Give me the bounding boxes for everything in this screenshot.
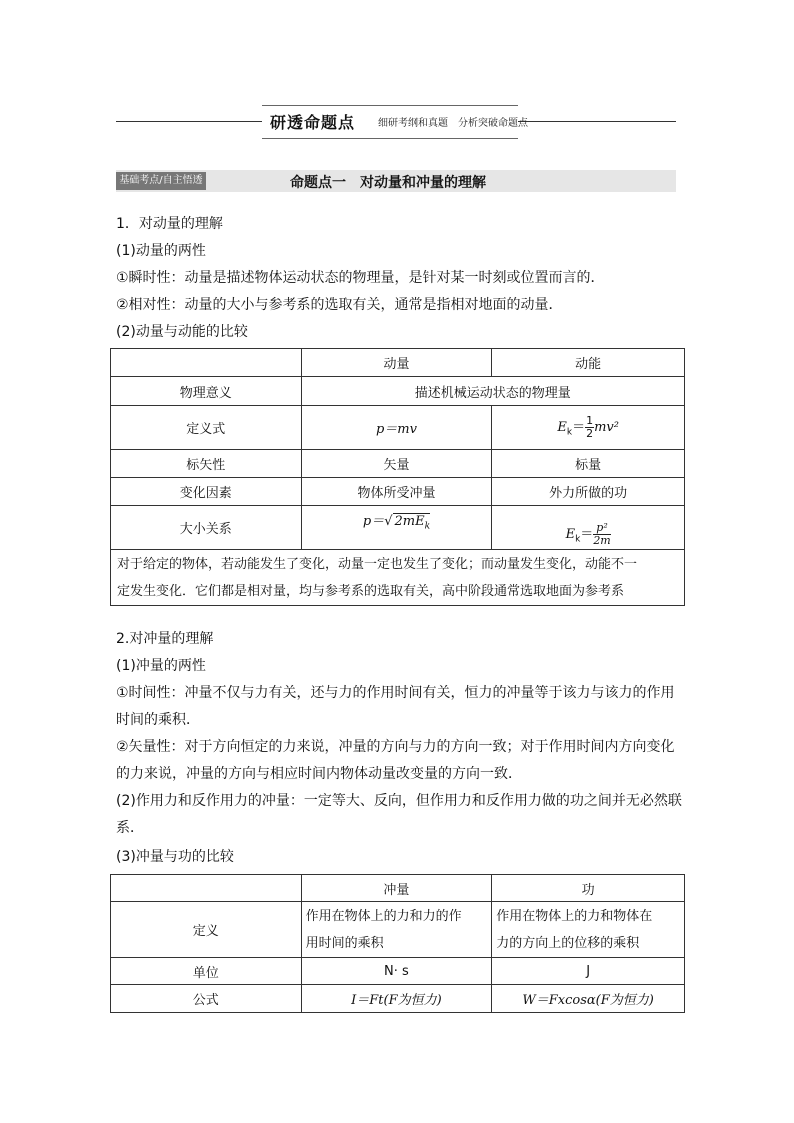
header-rule-left	[116, 121, 262, 122]
header-title: 研透命题点	[270, 113, 356, 132]
table2-formula-label: 公式	[111, 985, 302, 1013]
rel-ke-equals: ＝	[580, 527, 594, 542]
part1-p1: ①瞬时性：动量是描述物体运动状态的物理量，是针对某一时刻或位置而言的．	[116, 270, 605, 286]
table1-note-line2: 定发生变化．它们都是相对量，均与参考系的选取有关，高中阶段通常选取地面为参考系	[117, 583, 625, 599]
table1-note-line1: 对于给定的物体，若动能发生了变化，动量一定也发生了变化；而动量发生变化，动能不一	[117, 556, 638, 572]
part1-heading: 1．对动量的理解	[116, 216, 223, 232]
section-tag: 基础考点/自主悟透	[116, 172, 206, 190]
section-title: 命题点一 对动量和冲量的理解	[290, 175, 486, 191]
rel-ke-fraction	[593, 522, 610, 547]
table2-corner	[111, 875, 302, 902]
ke-symbol: E	[557, 420, 567, 435]
ke-rest: mv²	[594, 420, 619, 435]
table1-def-momentum: p＝mv	[301, 406, 492, 450]
table2-unit-impulse: N· s	[301, 958, 492, 985]
table1-meaning-label: 物理意义	[111, 377, 302, 406]
part2-heading: 2.对冲量的理解	[116, 631, 214, 647]
table2-def-impulse-line2: 用时间的乘积	[305, 935, 384, 951]
part2-p3a: (2)作用力和反作用力的冲量：一定等大、反向，但作用力和反作用力做的功之间并无必然联	[116, 793, 682, 809]
part2-p2b: 的力来说，冲量的方向与相应时间内物体动量改变量的方向一致．	[116, 766, 522, 782]
table2-def-work-line1: 作用在物体上的力和物体在	[496, 908, 653, 924]
table1-change-label: 变化因素	[111, 478, 302, 506]
part1-sub1: (1)动量的两性	[116, 243, 206, 259]
impulse-work-table	[110, 874, 685, 1013]
rel-p-root-text: 2mE	[394, 514, 425, 529]
table1-rel-label: 大小关系	[111, 506, 302, 550]
rel-ke-subscript: k	[575, 534, 581, 545]
table2-def-label: 定义	[111, 902, 302, 958]
ke-equals: ＝	[572, 420, 586, 435]
table1-meaning-value: 描述机械运动状态的物理量	[301, 377, 684, 406]
table1-vec-ke: 标量	[492, 450, 685, 478]
part1-p2: ②相对性：动量的大小与参考系的选取有关，通常是指相对地面的动量．	[116, 297, 563, 313]
sqrt-sign: √	[384, 514, 393, 529]
table1-col-ke: 动能	[492, 349, 685, 377]
part2-sub1: (1)冲量的两性	[116, 658, 206, 674]
ke-fraction-num: 1	[586, 414, 594, 427]
part2-p2a: ②矢量性：对于方向恒定的力来说，冲量的方向与力的方向一致；对于作用时间内方向变化	[116, 739, 675, 755]
ke-fraction	[585, 415, 594, 440]
table1-vec-label: 标矢性	[111, 450, 302, 478]
table2-def-work-line2: 力的方向上的位移的乘积	[496, 935, 640, 951]
part2-p1b: 时间的乘积．	[116, 712, 200, 728]
table1-corner	[111, 349, 302, 377]
table2-unit-work: J	[492, 958, 685, 985]
rel-p-prefix: p＝	[362, 514, 385, 529]
table2-formula-impulse: I＝Ft(F为恒力)	[301, 985, 492, 1013]
ke-fraction-den: 2	[586, 427, 594, 440]
table1-vec-momentum: 矢量	[301, 450, 492, 478]
rel-ke-num: p²	[593, 522, 610, 535]
header-rule-right	[518, 121, 676, 122]
table1-def-ke	[492, 406, 685, 450]
part1-sub2: (2)动量与动能的比较	[116, 324, 248, 340]
rel-p-root-sub: k	[424, 521, 431, 532]
table1-def-label: 定义式	[111, 406, 302, 450]
part2-sub3: (3)冲量与功的比较	[116, 849, 234, 865]
table2-col-work: 功	[492, 875, 685, 902]
table1-note	[111, 550, 685, 606]
table2-def-impulse-line1: 作用在物体上的力和力的作	[305, 908, 462, 924]
table2-formula-work: W＝Fxcosα(F为恒力)	[492, 985, 685, 1013]
ke-subscript: k	[566, 427, 573, 438]
table1-col-momentum: 动量	[301, 349, 492, 377]
table1-change-ke: 外力所做的功	[492, 478, 685, 506]
table2-def-impulse	[301, 902, 492, 958]
rel-p-root	[393, 513, 431, 532]
rel-ke-symbol: E	[565, 527, 576, 542]
table1-change-momentum: 物体所受冲量	[301, 478, 492, 506]
part2-p3b: 系．	[116, 820, 144, 836]
table2-unit-label: 单位	[111, 958, 302, 985]
table2-col-impulse: 冲量	[301, 875, 492, 902]
table1-rel-momentum	[301, 506, 492, 550]
momentum-ke-table	[110, 348, 685, 606]
rel-ke-den: 2m	[593, 534, 611, 547]
table2-def-work	[492, 902, 685, 958]
header-subtitle: 细研考纲和真题 分析突破命题点	[378, 118, 528, 129]
part2-p1a: ①时间性：冲量不仅与力有关，还与力的作用时间有关，恒力的冲量等于该力与该力的作用	[116, 685, 675, 701]
table1-rel-ke	[492, 506, 685, 550]
